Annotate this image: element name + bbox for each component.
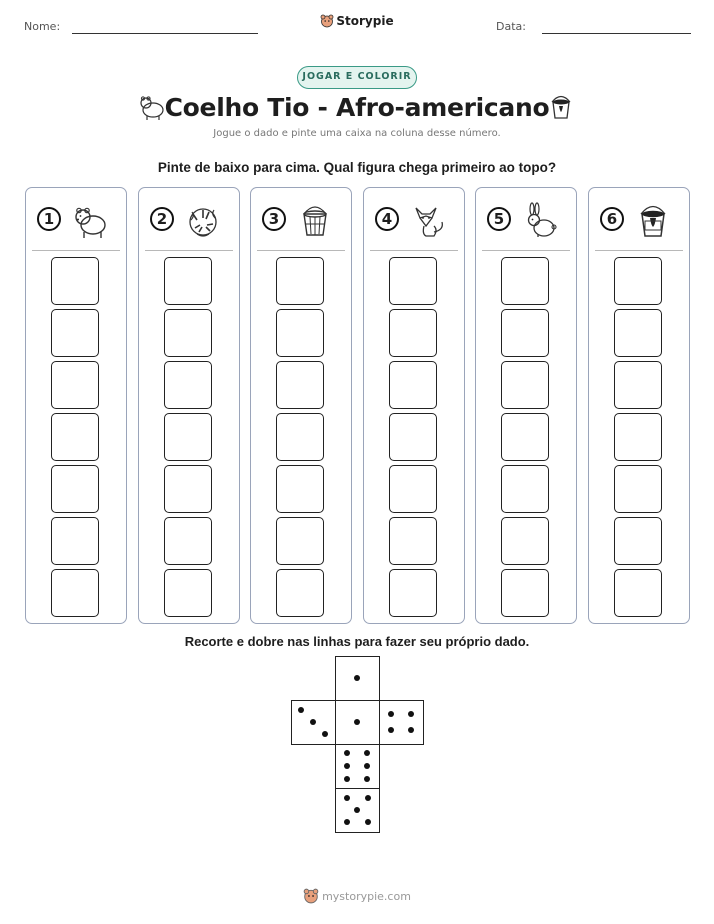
rabbit-icon — [520, 200, 560, 240]
die-pip — [364, 776, 370, 782]
column-header — [139, 188, 238, 250]
column-header — [251, 188, 350, 250]
die-pip — [365, 795, 371, 801]
color-box[interactable] — [51, 257, 99, 305]
instruction-text: Pinte de baixo para cima. Qual figura chega primeiro ao topo? — [157, 160, 557, 175]
column-number: 2 — [150, 207, 174, 231]
die-pip — [408, 727, 414, 733]
color-box[interactable] — [614, 465, 662, 513]
column-5 — [475, 187, 577, 624]
die-pip — [310, 719, 316, 725]
color-box[interactable] — [389, 465, 437, 513]
die-pip — [354, 675, 360, 681]
color-box[interactable] — [164, 413, 212, 461]
storypie-mascot-icon — [303, 888, 319, 904]
bucket-icon — [295, 200, 335, 240]
date-line[interactable] — [542, 33, 691, 34]
die-pip — [388, 727, 394, 733]
die-face-3 — [291, 700, 336, 745]
color-box[interactable] — [51, 569, 99, 617]
column-6 — [588, 187, 690, 624]
column-4 — [363, 187, 465, 624]
color-box[interactable] — [164, 257, 212, 305]
column-number: 1 — [37, 207, 61, 231]
color-box[interactable] — [276, 569, 324, 617]
color-box[interactable] — [164, 517, 212, 565]
color-box[interactable] — [614, 257, 662, 305]
column-header — [589, 188, 688, 250]
die-pip — [344, 819, 350, 825]
color-box[interactable] — [51, 413, 99, 461]
column-3 — [250, 187, 352, 624]
color-box[interactable] — [51, 465, 99, 513]
category-badge: JOGAR E COLORIR — [297, 66, 417, 89]
column-2 — [138, 187, 240, 624]
brand-logo — [0, 14, 714, 28]
die-face-1 — [335, 700, 380, 745]
die-pip — [364, 750, 370, 756]
die-face-6 — [335, 744, 380, 789]
color-box[interactable] — [164, 569, 212, 617]
color-box[interactable] — [276, 465, 324, 513]
color-box[interactable] — [501, 361, 549, 409]
color-box[interactable] — [614, 517, 662, 565]
bear-icon — [70, 200, 110, 240]
die-pip — [365, 819, 371, 825]
color-box[interactable] — [164, 361, 212, 409]
color-box[interactable] — [276, 517, 324, 565]
column-number: 3 — [262, 207, 286, 231]
color-box[interactable] — [614, 361, 662, 409]
die-pip — [354, 807, 360, 813]
color-box[interactable] — [614, 413, 662, 461]
color-box[interactable] — [51, 361, 99, 409]
color-box[interactable] — [501, 309, 549, 357]
column-divider — [145, 250, 233, 251]
color-box[interactable] — [389, 257, 437, 305]
color-box[interactable] — [389, 517, 437, 565]
color-box[interactable] — [614, 569, 662, 617]
column-divider — [32, 250, 120, 251]
color-box[interactable] — [501, 257, 549, 305]
color-box[interactable] — [389, 361, 437, 409]
color-box[interactable] — [276, 413, 324, 461]
color-box[interactable] — [501, 569, 549, 617]
fox-icon — [408, 200, 448, 240]
color-box[interactable] — [614, 309, 662, 357]
color-box[interactable] — [276, 309, 324, 357]
die-pip — [344, 795, 350, 801]
cut-instruction: Recorte e dobre nas linhas para fazer seu próprio dado. — [184, 634, 530, 649]
name-label: Nome: — [24, 20, 61, 33]
subtitle: Jogue o dado e pinte uma caixa na coluna desse número. — [213, 128, 501, 139]
die-pip — [388, 711, 394, 717]
footer-url: mystorypie.com — [322, 890, 411, 903]
color-box[interactable] — [501, 465, 549, 513]
die-pip — [364, 763, 370, 769]
die-pip — [354, 719, 360, 725]
color-box[interactable] — [389, 413, 437, 461]
column-header — [26, 188, 125, 250]
color-box[interactable] — [51, 309, 99, 357]
die-pip — [344, 750, 350, 756]
die-face-1 — [335, 656, 380, 701]
column-divider — [482, 250, 570, 251]
column-divider — [370, 250, 458, 251]
brand-name: Storypie — [336, 14, 394, 28]
die-pip — [322, 731, 328, 737]
die-face-5 — [335, 788, 380, 833]
die-pip — [408, 711, 414, 717]
color-box[interactable] — [389, 569, 437, 617]
die-face-4 — [379, 700, 424, 745]
color-box[interactable] — [389, 309, 437, 357]
paint-bucket-icon — [633, 200, 673, 240]
column-divider — [257, 250, 345, 251]
column-number: 4 — [375, 207, 399, 231]
color-box[interactable] — [164, 309, 212, 357]
page-title: Coelho Tio - Afro-americano — [164, 93, 550, 122]
column-1 — [25, 187, 127, 624]
die-pip — [298, 707, 304, 713]
column-header — [476, 188, 575, 250]
storypie-mascot-icon — [320, 14, 334, 28]
column-number: 6 — [600, 207, 624, 231]
date-label: Data: — [496, 20, 526, 33]
column-number: 5 — [487, 207, 511, 231]
color-box[interactable] — [276, 257, 324, 305]
footer — [0, 888, 714, 904]
color-box[interactable] — [276, 361, 324, 409]
paint-bucket-icon — [546, 92, 576, 122]
color-box[interactable] — [501, 413, 549, 461]
column-divider — [595, 250, 683, 251]
color-box[interactable] — [51, 517, 99, 565]
column-header — [364, 188, 463, 250]
bush-icon — [183, 200, 223, 240]
die-pip — [344, 776, 350, 782]
die-pip — [344, 763, 350, 769]
color-box[interactable] — [164, 465, 212, 513]
color-box[interactable] — [501, 517, 549, 565]
name-line[interactable] — [72, 33, 258, 34]
